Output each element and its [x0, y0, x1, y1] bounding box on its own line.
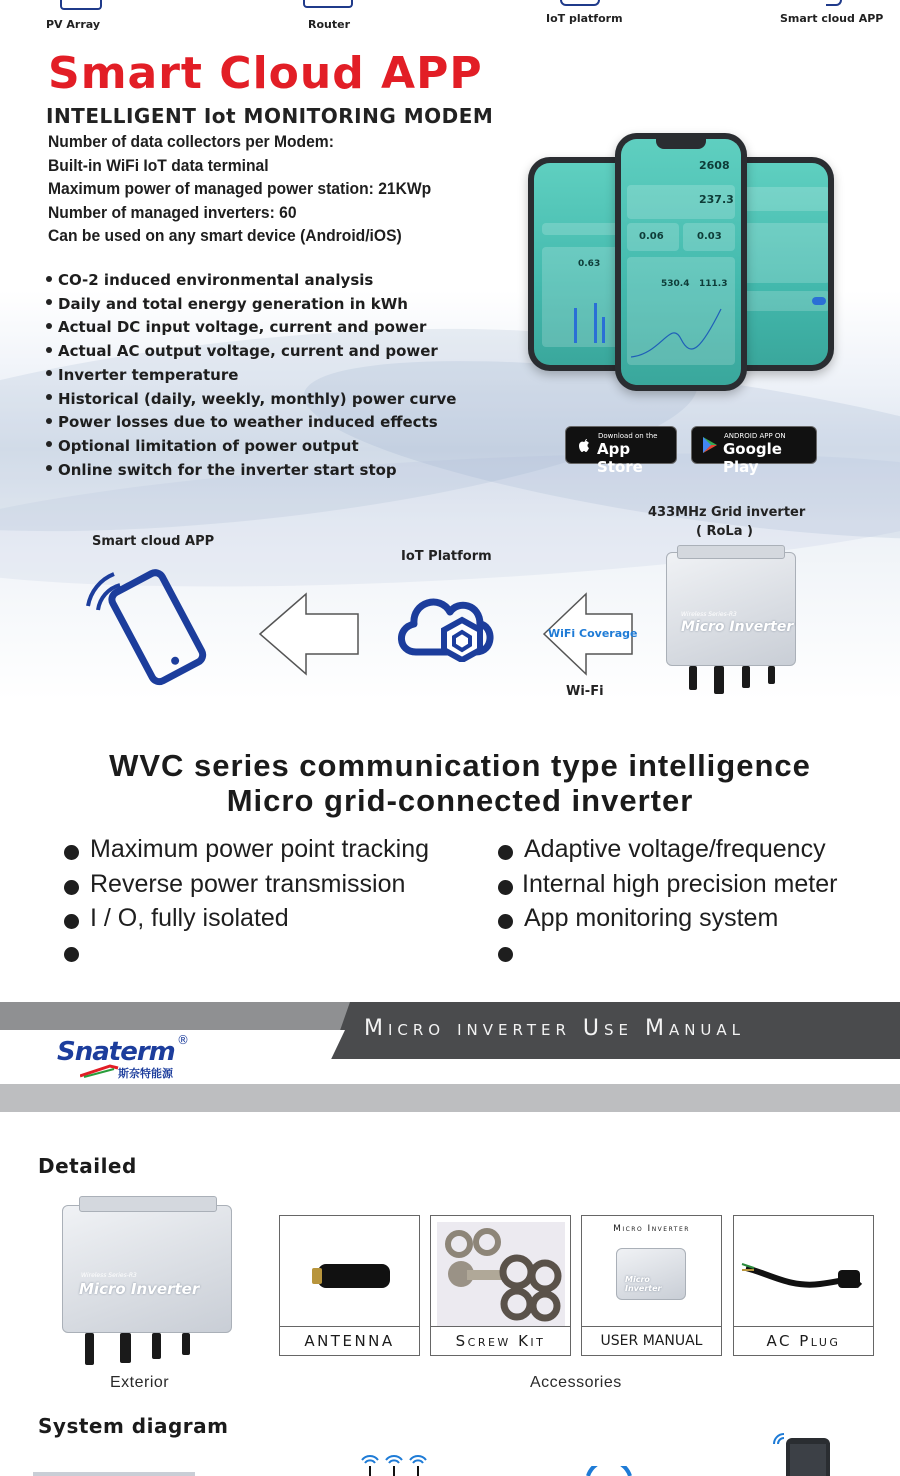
bullet-icon [46, 465, 52, 471]
settings-card [736, 187, 828, 211]
apple-icon [574, 435, 594, 455]
phone-power-today: 2608 [699, 159, 730, 172]
phone-chart-value: 0.63 [578, 259, 601, 269]
accessory-antenna [279, 1215, 420, 1356]
mount-bracket [677, 545, 785, 559]
feature-item: CO-2 induced environmental analysis [46, 269, 456, 293]
connector-icon [768, 666, 775, 684]
exterior-caption: Exterior [110, 1374, 170, 1391]
play-icon [700, 435, 720, 455]
device-name: Micro Inverter [79, 1280, 200, 1298]
feature-item: Online switch for the inverter start stop [46, 459, 456, 483]
feature-item: Daily and total energy generation in kWh [46, 293, 456, 317]
bullet-icon [46, 299, 52, 305]
wifi-label: Wi-Fi [566, 684, 604, 699]
bullet-icon [46, 394, 52, 400]
spec-item: Number of managed inverters: 60 [48, 202, 297, 222]
wvc-title-line1: WVC series communication type intelligence [109, 748, 811, 783]
toggle-icon [812, 297, 826, 305]
feature-item: Optional limitation of power output [46, 435, 456, 459]
top-strip [0, 0, 900, 40]
smart-app-icon [826, 0, 842, 6]
bullet-icon [498, 914, 513, 929]
wvc-feature: I / O, fully isolated [90, 904, 289, 932]
spec-list [48, 130, 465, 248]
accessory-label: Screw Kit [431, 1326, 570, 1355]
connector-icon [85, 1333, 94, 1365]
bullet-icon [46, 323, 52, 329]
bullet-icon [498, 947, 513, 962]
wvc-feature: Internal high precision meter [522, 870, 838, 898]
banner-bottom-strip [0, 1084, 900, 1112]
wifi-signal-icons [360, 1452, 430, 1476]
feature-item: Historical (daily, weekly, monthly) power curve [46, 388, 456, 412]
bullet-icon [46, 370, 52, 376]
app-flow-label: Smart cloud APP [92, 534, 215, 549]
manual-device-image [616, 1248, 686, 1300]
wvc-feature: App monitoring system [524, 904, 779, 932]
iot-platform-icon [560, 0, 600, 6]
system-diagram-title: System diagram [38, 1414, 229, 1438]
phone-center [615, 133, 747, 391]
antenna-connector [312, 1268, 322, 1284]
bullet-icon [46, 276, 52, 282]
bullet-icon [46, 418, 52, 424]
google-play-big: Google Play [723, 440, 782, 476]
wvc-title-line2: Micro grid-connected inverter [226, 783, 694, 818]
mount-bracket [79, 1196, 217, 1212]
connector-icon [182, 1333, 190, 1355]
feature-item: Actual DC input voltage, current and power [46, 316, 456, 340]
pv-array-label: PV Array [46, 18, 101, 31]
spec-item: Maximum power of managed power station: 21KWp [48, 179, 432, 198]
app-store-big: App Store [597, 440, 643, 476]
spec-item: Built-in WiFi IoT data terminal [48, 155, 269, 175]
phone-bottom-screen [790, 1444, 826, 1476]
settings-card [736, 223, 828, 283]
accessory-ac-plug [733, 1215, 874, 1356]
arrow-left-icon [258, 592, 362, 676]
google-play-small: ANDROID APP ON [724, 432, 786, 440]
app-store-badge[interactable] [565, 426, 677, 476]
connector-icon [120, 1333, 131, 1363]
accessory-screw-kit [430, 1215, 571, 1356]
bullet-icon [498, 845, 513, 860]
bullet-icon [46, 441, 52, 447]
connector-icon [689, 666, 697, 690]
wvc-feature: Maximum power point tracking [90, 835, 430, 863]
iot-flow-label: IoT Platform [401, 549, 492, 564]
hero-section [0, 40, 900, 700]
bullet-icon [64, 914, 79, 929]
phone-energy-a: 0.06 [639, 231, 664, 242]
ac-plug-icon [740, 1244, 868, 1314]
pv-panel-image [33, 1472, 195, 1476]
accessory-label: USER MANUAL [582, 1326, 721, 1355]
wvc-feature: Adaptive voltage/frequency [524, 835, 826, 863]
exterior-image [62, 1205, 232, 1333]
device-series: Wireless Series-R3 [81, 1272, 137, 1279]
smart-app-label: Smart cloud APP [780, 12, 884, 25]
page-title: Smart Cloud APP [48, 48, 483, 99]
spec-item: Can be used on any smart device (Android/iOS) [48, 226, 402, 245]
page-subtitle: INTELLIGENT Iot MONITORING MODEM [46, 104, 494, 128]
wvc-feature: Reverse power transmission [90, 870, 406, 898]
feature-item: Power losses due to weather induced effects [46, 411, 456, 435]
accessory-label: ANTENNA [280, 1326, 419, 1355]
detailed-title: Detailed [38, 1154, 137, 1178]
brand-registered: ® [177, 1033, 189, 1047]
feature-item: Inverter temperature [46, 364, 456, 388]
bullet-icon [64, 947, 79, 962]
bullet-icon [64, 845, 79, 860]
inverter-label-1: 433MHz Grid inverter [648, 505, 806, 520]
app-store-small: Download on the [598, 432, 658, 440]
phone-ac-value: 237.3 [699, 193, 734, 206]
iot-platform-label: IoT platform [546, 12, 623, 25]
brand-logo: Snaterm [57, 1037, 175, 1067]
chart-card [542, 223, 622, 235]
phone-energy-b: 0.03 [697, 231, 722, 242]
feature-list [46, 269, 456, 482]
connector-icon [714, 666, 724, 694]
accessory-user-manual [581, 1215, 722, 1356]
inverter-label-2: ( RoLa ) [696, 524, 753, 539]
phone-notch [656, 139, 706, 149]
phone-screen [621, 139, 741, 385]
wvc-title [0, 748, 900, 818]
cloud-partial-icon [586, 1466, 632, 1476]
bullet-icon [46, 347, 52, 353]
accessories-caption: Accessories [530, 1374, 622, 1391]
phone-power-a: 530.4 [661, 279, 690, 289]
device-name: Micro Inverter [681, 619, 794, 635]
screw-kit-icon [437, 1222, 565, 1326]
antenna-icon [318, 1264, 390, 1288]
phone-chart [544, 303, 624, 343]
brand-cn: 斯奈特能源 [118, 1067, 173, 1080]
accessory-label: AC Plug [734, 1326, 873, 1355]
wifi-coverage-label: WiFi Coverage [548, 627, 638, 640]
phone-bottom-image [786, 1438, 830, 1476]
manual-title: Micro inverter Use Manual [364, 1016, 746, 1041]
router-icon [303, 0, 353, 8]
spec-item: Number of data collectors per Modem: [48, 132, 334, 151]
feature-item: Actual AC output voltage, current and power [46, 340, 456, 364]
router-label: Router [308, 18, 351, 31]
pv-array-icon [60, 0, 102, 10]
phone-power-b: 111.3 [699, 279, 728, 289]
manual-header: Micro Inverter [613, 1224, 690, 1234]
bullet-icon [64, 880, 79, 895]
connector-icon [742, 666, 750, 688]
phone-curve [631, 299, 731, 359]
bullet-icon [498, 880, 513, 895]
smartphone-icon [80, 560, 230, 690]
google-play-badge[interactable] [691, 426, 817, 476]
connector-icon [152, 1333, 161, 1359]
brand-swoosh-icon [80, 1064, 120, 1078]
manual-device-name: Micro Inverter [625, 1275, 662, 1293]
device-series: Wireless Series-R3 [681, 611, 737, 618]
micro-inverter-image [666, 552, 796, 666]
cloud-iot-icon [394, 582, 504, 662]
